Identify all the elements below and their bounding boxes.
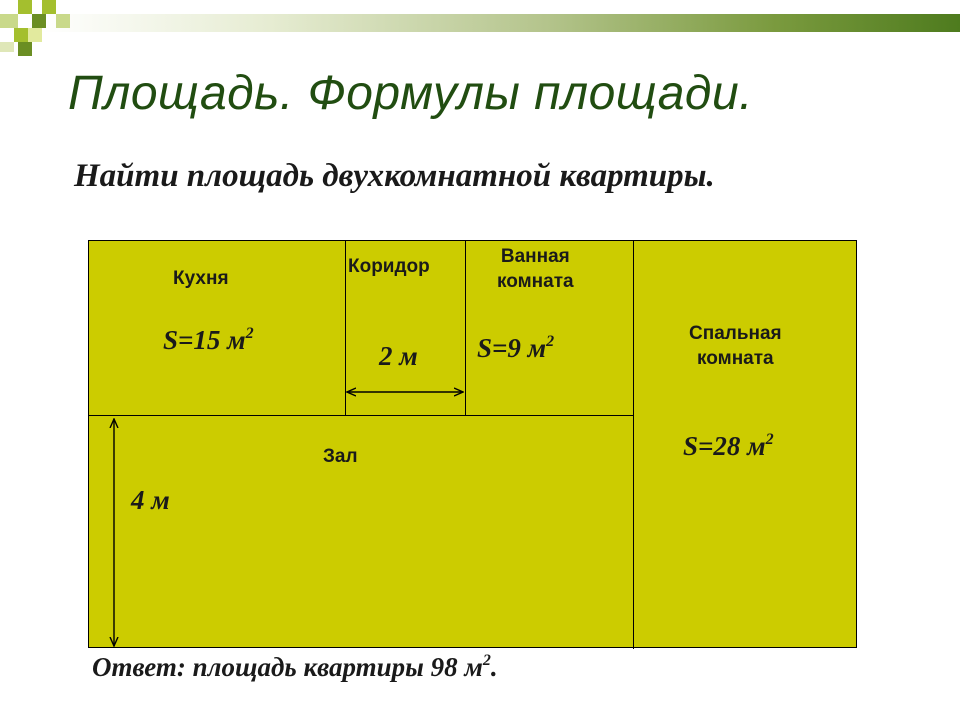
kitchen-area: S=15 $м^2$ (163, 325, 254, 355)
corridor-label: Коридор (348, 256, 430, 277)
task-subtitle: Найти площадь двухкомнатной квартиры. (74, 158, 715, 194)
bedroom-area: S=28 $м^2$ (683, 431, 774, 461)
kitchen-label: Кухня (173, 268, 229, 289)
bathroom-area: S=9 $м^2$ (477, 333, 555, 363)
hall-height: 4 м (131, 485, 170, 515)
bedroom-label: Спальная комната (689, 323, 782, 369)
bathroom-label: Ванная комната (497, 246, 574, 292)
hall-label: Зал (323, 446, 358, 467)
answer-text: Ответ: площадь квартиры 98 $м^2$. (92, 652, 498, 682)
corridor-width: 2 м (379, 341, 418, 371)
page-title: Площадь. Формулы площади. (68, 67, 753, 120)
